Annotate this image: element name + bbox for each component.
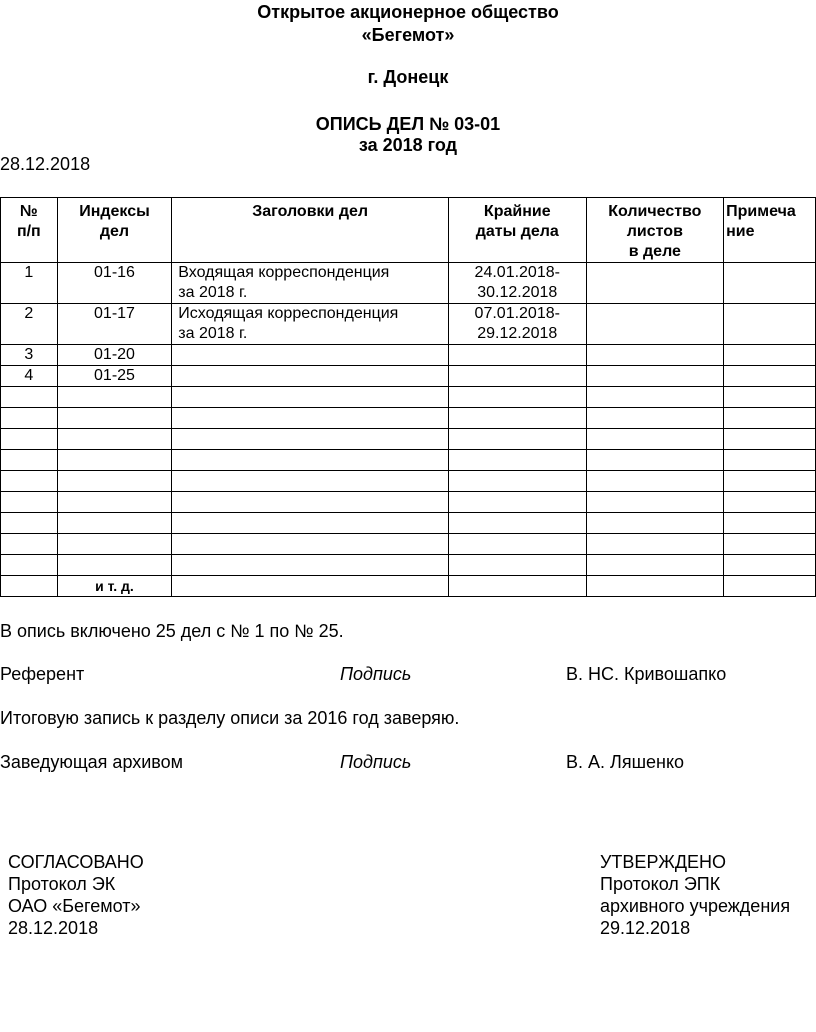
column-header-sheets: Количество листов в деле [586, 198, 724, 263]
cell-sheets [586, 263, 724, 304]
approval-right-title: УТВЕРЖДЕНО [600, 852, 727, 872]
referent-role: Референт [0, 664, 85, 684]
cell-etc: и т. д. [57, 576, 172, 597]
cell-sheets [586, 304, 724, 345]
archive-head-role: Заведующая архивом [0, 752, 184, 772]
table-row [1, 304, 816, 345]
table-header-row [1, 198, 816, 263]
cell-sheets [586, 366, 724, 387]
approval-left-protocol: Протокол ЭК [8, 874, 116, 894]
referent-signature: Подпись [340, 664, 412, 684]
cell-dates [448, 366, 586, 387]
cell-number: 1 [1, 263, 58, 304]
approval-left-title: СОГЛАСОВАНО [8, 852, 144, 872]
referent-name: В. НС. Кривошапко [566, 664, 727, 684]
archive-head-name: В. А. Ляшенко [566, 752, 685, 772]
cell-dates [448, 345, 586, 366]
cell-notes [724, 304, 816, 345]
table-row [1, 387, 816, 408]
table-row [1, 429, 816, 450]
cell-notes [724, 366, 816, 387]
column-header-number: № п/п [1, 198, 58, 263]
column-header-index: Индексы дел [57, 198, 172, 263]
table-row [1, 576, 816, 597]
cell-number: 2 [1, 304, 58, 345]
column-header-notes: Примеча ние [724, 198, 816, 263]
approval-right-protocol: Протокол ЭПК [600, 874, 721, 894]
final-note: Итоговую запись к разделу описи за 2016 год заверяю. [0, 708, 460, 728]
approval-left [8, 851, 144, 939]
cell-dates: 24.01.2018- 30.12.2018 [448, 263, 586, 304]
cell-notes [724, 345, 816, 366]
document-title: ОПИСЬ ДЕЛ № 03-01 [315, 114, 501, 134]
approval-right-org: архивного учреждения [600, 896, 791, 916]
cell-number: 3 [1, 345, 58, 366]
inventory-table [0, 197, 816, 597]
org-name-line2: «Бегемот» [361, 25, 455, 45]
cell-index: 01-17 [57, 304, 172, 345]
cell-number: 4 [1, 366, 58, 387]
cell-title [172, 366, 449, 387]
table-row [1, 366, 816, 387]
cell-title: Входящая корреспонденция за 2018 г. [172, 263, 449, 304]
table-row [1, 492, 816, 513]
approval-right-date: 29.12.2018 [600, 918, 691, 938]
approval-left-org: ОАО «Бегемот» [8, 896, 141, 916]
table-row [1, 345, 816, 366]
table-row [1, 408, 816, 429]
cell-dates: 07.01.2018- 29.12.2018 [448, 304, 586, 345]
document-date: 28.12.2018 [0, 154, 91, 174]
table-row [1, 471, 816, 492]
approval-right [600, 851, 790, 939]
table-row [1, 513, 816, 534]
column-header-title: Заголовки дел [172, 198, 449, 263]
city: г. Донецк [367, 67, 449, 87]
archive-head-signature: Подпись [340, 752, 412, 772]
cell-index: 01-25 [57, 366, 172, 387]
table-row [1, 263, 816, 304]
org-name-line1: Открытое акционерное общество [257, 2, 559, 22]
cell-notes [724, 263, 816, 304]
approval-left-date: 28.12.2018 [8, 918, 99, 938]
cell-index: 01-16 [57, 263, 172, 304]
table-row [1, 450, 816, 471]
summary-text: В опись включено 25 дел с № 1 по № 25. [0, 621, 344, 641]
table-row [1, 555, 816, 576]
cell-title [172, 345, 449, 366]
document-period: за 2018 год [358, 135, 458, 155]
column-header-dates: Крайние даты дела [448, 198, 586, 263]
cell-sheets [586, 345, 724, 366]
cell-title: Исходящая корреспонденция за 2018 г. [172, 304, 449, 345]
table-row [1, 534, 816, 555]
cell-index: 01-20 [57, 345, 172, 366]
